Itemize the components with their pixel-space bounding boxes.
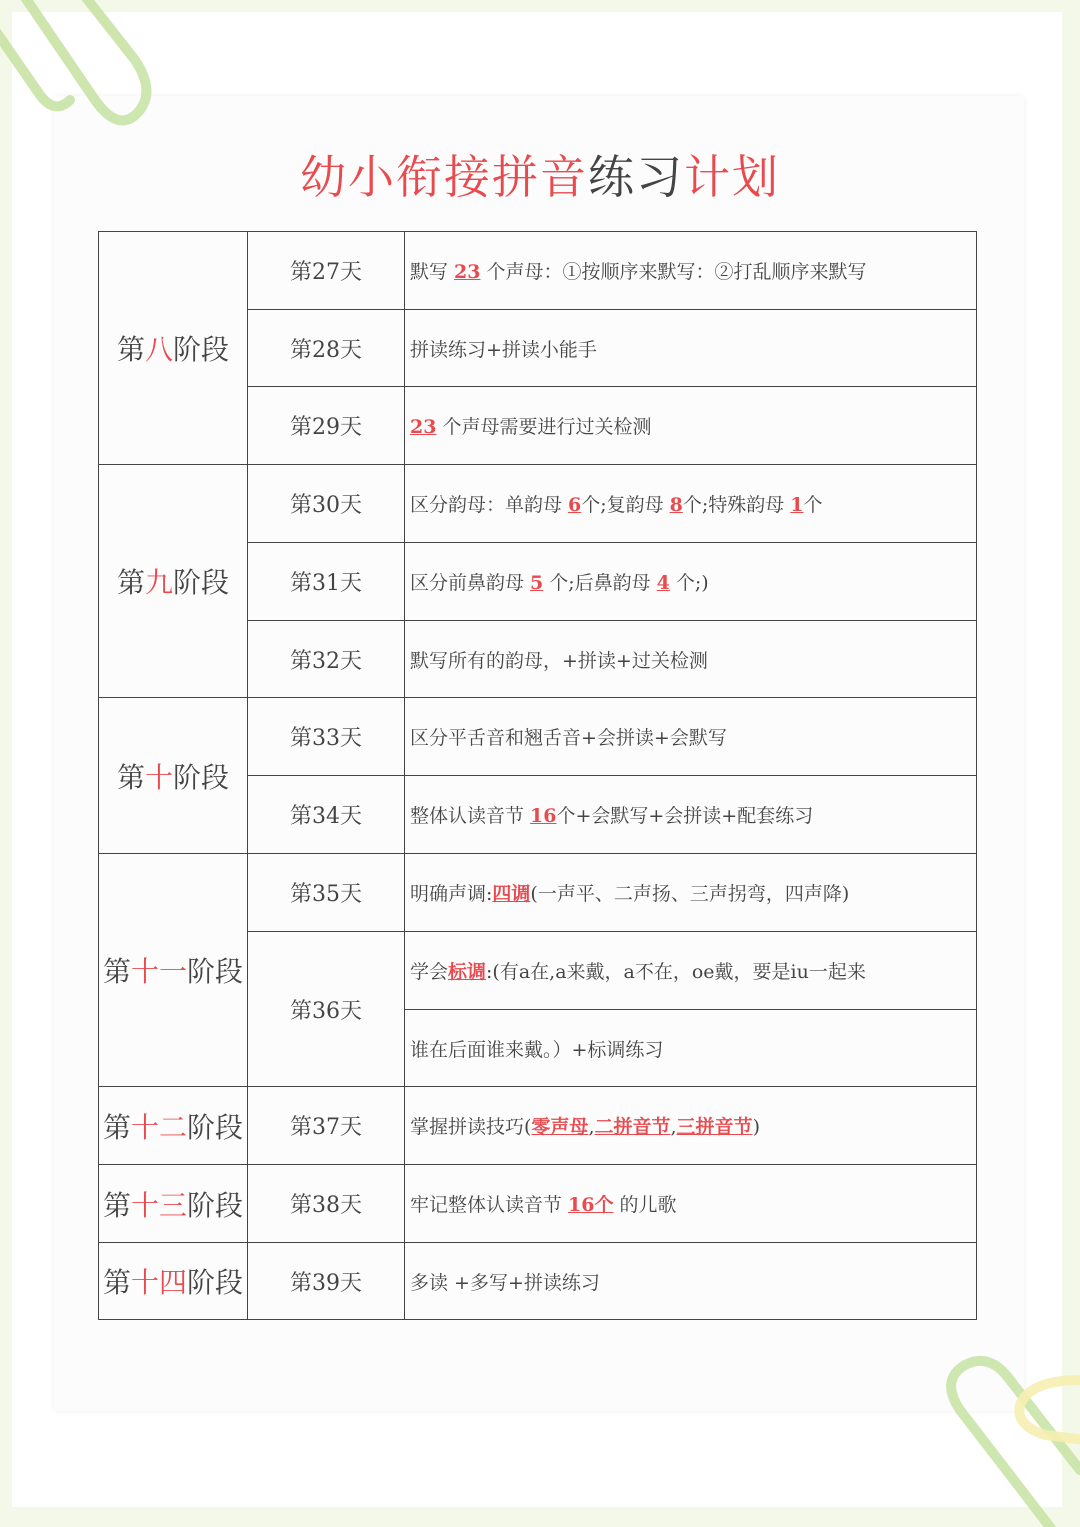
table-row — [99, 232, 977, 310]
task-cell — [405, 932, 977, 1010]
stage-suffix: 阶段 — [173, 333, 230, 366]
task-highlight: 16个 — [568, 1194, 614, 1216]
task-text: 个;特殊韵母 — [682, 494, 785, 516]
task-text: 掌握拼读技巧( — [410, 1116, 532, 1138]
task-cell — [405, 387, 977, 465]
task-highlight: 23 — [410, 416, 437, 438]
task-cell — [405, 698, 977, 776]
task-text: 个;复韵母 — [581, 494, 664, 516]
stage-cell — [99, 232, 248, 465]
task-cell — [405, 1165, 977, 1243]
task-text: 默写 — [410, 261, 449, 283]
task-highlight: 23 — [454, 261, 481, 283]
stage-suffix: 阶段 — [187, 1266, 244, 1299]
stage-suffix: 阶段 — [187, 955, 244, 988]
title-part-1: 幼小衔接拼音 — [300, 150, 588, 204]
day-cell: 第35天 — [248, 854, 405, 932]
day-cell: 第38天 — [248, 1165, 405, 1243]
day-cell: 第31天 — [248, 543, 405, 621]
task-cell — [405, 465, 977, 543]
stage-number: 十一 — [130, 955, 187, 988]
stage-number: 十三 — [130, 1188, 187, 1222]
task-highlight: 二拼音节 — [594, 1116, 671, 1138]
task-text: 区分前鼻韵母 — [410, 572, 525, 594]
task-text: :(有a在,a来戴，a不在，oe戴，要是iu一起来 — [486, 961, 866, 983]
task-cell — [405, 232, 977, 310]
task-text: 区分平舌音和翘舌音+会拼读+会默写 — [410, 727, 727, 749]
task-highlight: 6 — [568, 494, 582, 516]
stage-prefix: 第 — [116, 760, 145, 794]
paperclip-bottom-right-icon — [920, 1340, 1080, 1527]
paperclip-top-left-icon — [0, 0, 170, 150]
day-cell: 第29天 — [248, 387, 405, 465]
stage-number: 十四 — [130, 1266, 187, 1299]
table-row — [99, 1243, 977, 1320]
stage-number: 八 — [144, 333, 173, 366]
stage-prefix: 第 — [102, 955, 131, 988]
stage-prefix: 第 — [102, 1266, 131, 1299]
task-text: 默写所有的韵母，+拼读+过关检测 — [410, 649, 708, 672]
day-cell: 第36天 — [248, 932, 405, 1087]
day-cell: 第30天 — [248, 465, 405, 543]
page-title — [0, 150, 1080, 205]
task-text: 区分韵母：单韵母 — [410, 494, 563, 516]
title-part-3: 计划 — [684, 150, 780, 204]
task-text: 多读 +多写+拼读练习 — [410, 1271, 600, 1294]
task-text: 整体认读音节 — [410, 805, 525, 827]
task-cell — [405, 543, 977, 621]
day-cell: 第33天 — [248, 698, 405, 776]
stage-prefix: 第 — [116, 333, 145, 366]
table-row — [99, 465, 977, 543]
task-cell — [405, 1243, 977, 1320]
stage-cell — [99, 1165, 248, 1243]
task-text: 个;后鼻韵母 — [549, 572, 651, 594]
day-cell: 第34天 — [248, 776, 405, 854]
task-text: 拼读练习+拼读小能手 — [410, 338, 597, 361]
stage-suffix: 阶段 — [187, 1110, 244, 1144]
task-text: 谁在后面谁来戴。）+标调练习 — [410, 1038, 664, 1061]
task-highlight: 三拼音节 — [676, 1116, 753, 1138]
task-text: 个声母：①按顺序来默写：②打乱顺序来默写 — [486, 261, 867, 283]
table-row — [99, 854, 977, 932]
stage-cell — [99, 465, 248, 698]
task-text: 个声母需要进行过关检测 — [442, 416, 652, 438]
task-highlight: 16 — [530, 805, 557, 827]
task-highlight: 四调 — [492, 883, 531, 905]
task-cell — [405, 310, 977, 387]
stage-number: 十二 — [130, 1110, 187, 1144]
task-text: , — [588, 1116, 595, 1138]
stage-cell — [99, 854, 248, 1087]
stage-prefix: 第 — [102, 1188, 131, 1222]
task-highlight: 零声母 — [531, 1116, 589, 1138]
day-cell: 第28天 — [248, 310, 405, 387]
stage-cell — [99, 1087, 248, 1165]
task-highlight: 4 — [656, 572, 670, 594]
task-text: 明确声调: — [410, 883, 493, 905]
stage-prefix: 第 — [102, 1110, 131, 1144]
stage-number: 九 — [144, 566, 173, 599]
task-highlight: 1 — [790, 494, 804, 516]
table-row — [99, 1165, 977, 1243]
table-row — [99, 1087, 977, 1165]
task-cell — [405, 776, 977, 854]
table-row — [99, 698, 977, 776]
task-cell — [405, 854, 977, 932]
plan-table — [98, 231, 977, 1320]
task-text: ) — [752, 1116, 760, 1138]
task-text: 个;) — [675, 572, 709, 594]
task-highlight: 标调 — [448, 961, 487, 983]
task-highlight: 5 — [530, 572, 544, 594]
task-text: 牢记整体认读音节 — [410, 1194, 563, 1216]
title-part-2: 练习 — [588, 150, 684, 204]
stage-suffix: 阶段 — [173, 566, 230, 599]
task-text: 学会 — [410, 961, 449, 983]
day-cell: 第37天 — [248, 1087, 405, 1165]
task-text: 个+会默写+会拼读+配套练习 — [556, 805, 814, 827]
stage-number: 十 — [144, 760, 173, 794]
task-cell — [405, 1087, 977, 1165]
task-text: , — [670, 1116, 677, 1138]
day-cell: 第39天 — [248, 1243, 405, 1320]
stage-suffix: 阶段 — [187, 1188, 244, 1222]
task-cell — [405, 1010, 977, 1087]
task-text: 个 — [803, 494, 823, 516]
stage-prefix: 第 — [116, 566, 145, 599]
task-highlight: 8 — [669, 494, 683, 516]
stage-cell — [99, 698, 248, 854]
stage-suffix: 阶段 — [173, 760, 230, 794]
task-text: 的儿歌 — [619, 1194, 677, 1216]
task-cell — [405, 621, 977, 698]
stage-cell — [99, 1243, 248, 1320]
task-text: (一声平、二声扬、三声拐弯，四声降) — [530, 883, 850, 905]
day-cell: 第27天 — [248, 232, 405, 310]
day-cell: 第32天 — [248, 621, 405, 698]
